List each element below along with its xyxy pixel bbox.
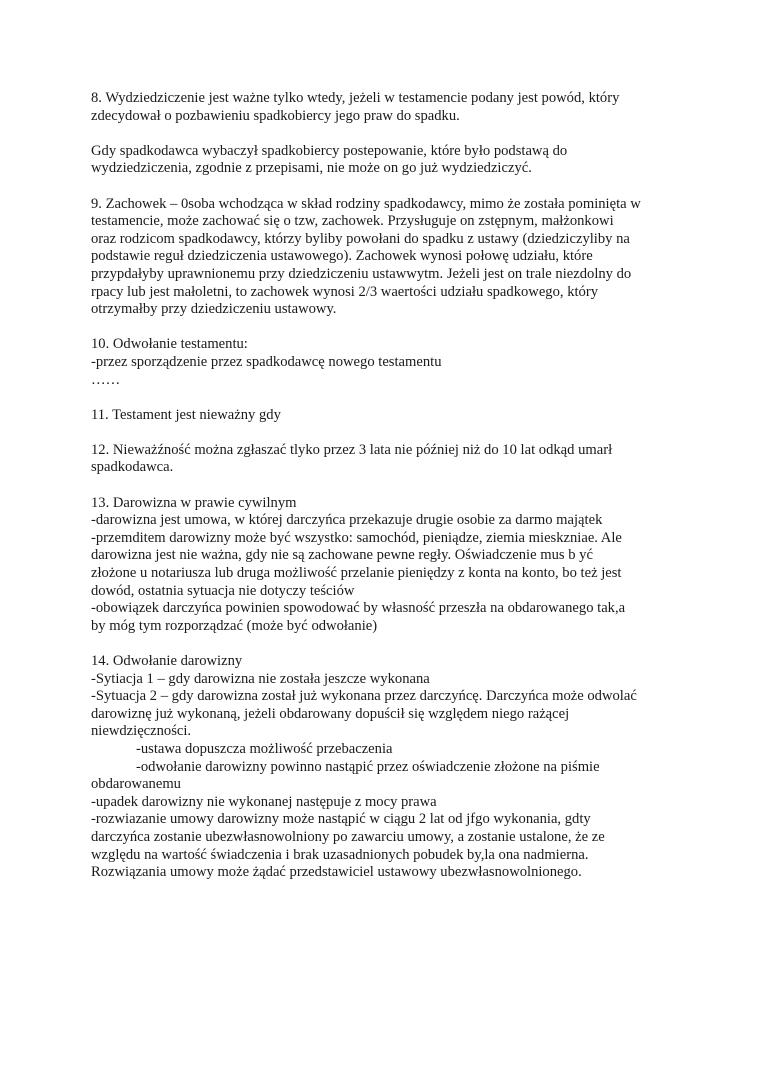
text-line: podstawie reguł dziedziczenia ustawowego). Zachowek wynosi połowę udziału, które [91,248,593,265]
text-line: darczyńca zostanie ubezwłasnowolniony po zawarciu umowy, a zostanie ustalone, że ze [91,828,605,845]
text-line: 11. Testament jest nieważny gdy [91,406,281,423]
text-line: -obowiązek darczyńca powinien spowodować by własność przeszła na obdarowanego tak,a [91,600,626,617]
text-line: Gdy spadkodawca wybaczył spadkobiercy postepowanie, które było podstawą do [91,142,568,159]
text-line: testamencie, może zachować się o tzw, zachowek. Przysługuje on zstępnym, małżonkowi [91,213,614,230]
text-line: oraz rodzicom spadkodawcy, którzy byliby powołani do spadku z ustawy (dziedziczyliby na [91,230,630,247]
text-line: Rozwiązania umowy może żądać przedstawiciel ustawowy ubezwłasnowolnionego. [91,864,582,881]
text-line: spadkodawca. [91,459,174,476]
text-line: -Sytuacja 2 – gdy darowizna został już wykonana przez darczyńcę. Darczyńca może odwolać [91,688,637,705]
text-line: 14. Odwołanie darowizny [91,653,243,669]
text-line: -rozwiazanie umowy darowizny może nastąpić w ciągu 2 lat od jfgo wykonania, gdty [91,811,591,828]
text-line: dowód, ostatnia sytuacja nie dotyczy teściów [91,582,355,599]
paragraph-14 [91,653,681,882]
paragraph-12 [91,442,681,477]
indented-text-line: -ustawa dopuszcza możliwość przebaczenia [136,740,393,757]
paragraph-13 [91,495,681,636]
text-line: -upadek darowizny nie wykonanej następuje z mocy prawa [91,793,437,810]
text-line: -darowizna jest umowa, w której darczyńca przekazuje drugie osobie za darmo majątek [91,512,603,529]
indented-text-line: -odwołanie darowizny powinno nastąpić przez oświadczenie złożone na piśmie [136,758,600,775]
text-line: -Sytiacja 1 – gdy darowizna nie została jeszcze wykonana [91,670,430,687]
text-line: zdecydował o pozbawieniu spadkobiercy jego praw do spadku. [91,107,460,124]
text-line: 8. Wydziedziczenie jest ważne tylko wtedy, jeżeli w testamencie podany jest powód, który [91,90,620,106]
text-line: by móg tym rozporządzać (może być odwołanie) [91,617,378,634]
paragraph-11 [91,407,681,425]
text-line: …… [91,371,121,388]
paragraph-8-note [91,143,681,178]
text-line: względu na wartość świadczenia i brak uzasadnionych pobudek by,la ona nadmierna. [91,846,589,863]
document-body [91,90,681,899]
paragraph-10 [91,336,681,389]
paragraph-9 [91,196,681,319]
text-line: darowiznę już wykonaną, jeżeli obdarowany dopuścił się względem niego rażącej [91,705,570,722]
text-line: obdarowanemu [91,776,181,793]
text-line: -przez sporządzenie przez spadkodawcę nowego testamentu [91,353,442,370]
text-line: -przemditem darowizny może być wszystko: samochód, pieniądze, ziemia mieskzniae. Ale [91,529,622,546]
text-line: otrzymałby przy dziedziczeniu ustawowy. [91,301,337,318]
text-line: 9. Zachowek – 0soba wchodząca w skład rodziny spadkodawcy, mimo że została pominięta w [91,195,641,212]
text-line: 13. Darowizna w prawie cywilnym [91,494,297,511]
text-line: 10. Odwołanie testamentu: [91,336,248,353]
text-line: złożone u notariusza lub druga możliwość przelanie pieniędzy z konta na konto, bo też jest [91,565,622,582]
text-line: niewdzięczności. [91,723,192,740]
text-line: wydziedziczenia, zgodnie z przepisami, nie może on go już wydziedziczyć. [91,160,532,177]
text-line: przypdałyby uprawnionemu przy dziedziczeniu ustawwytm. Jeżeli jest on trale niezdolny do [91,265,632,282]
paragraph-8 [91,90,681,125]
text-line: 12. Nieważźność można zgłaszać tlyko przez 3 lata nie później niż do 10 lat odkąd umarł [91,441,613,458]
text-line: rpacy lub jest małoletni, to zachowek wynosi 2/3 waertości udziału spadkowego, który [91,283,599,300]
text-line: darowizna jest nie ważna, gdy nie są zachowane pewne regły. Oświadczenie mus b yć [91,547,593,564]
